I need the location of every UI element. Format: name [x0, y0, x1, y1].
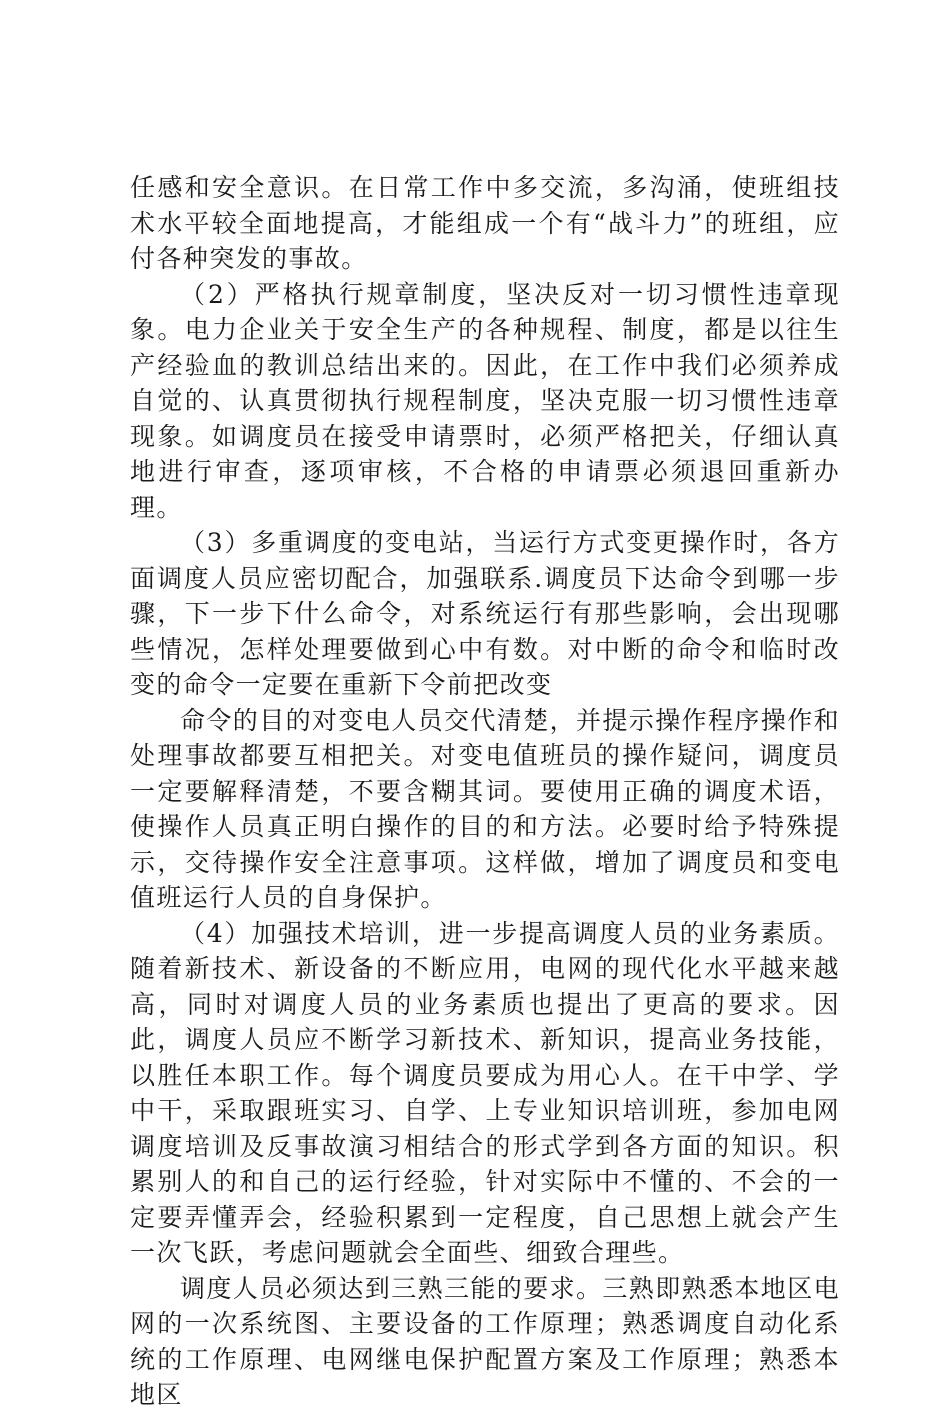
paragraph-command-purpose: 命令的目的对变电人员交代清楚，并提示操作程序操作和处理事故都要互相把关。对变电值班员的操作疑问，调度员一定要解释清楚，不要含糊其词。要使用正确的调度术语，使操作人员真正明白操作的目的和方法。必要时给予特殊提示，交待操作安全注意事项。这样做，增加了调度员和变电值班运行人员的自身保护。 [130, 705, 841, 912]
paragraph-regulations: （2）严格执行规章制度，坚决反对一切习惯性违章现象。电力企业关于安全生产的各种规程、制度，都是以往生产经验血的教训总结出来的。因此，在工作中我们必须养成自觉的、认真贯彻执行规程制度，坚决克服一切习惯性违章现象。如调度员在接受申请票时，必须严格把关，仔细认真地进行审查，逐项审核，不合格的申请票必须退回重新办理。 [130, 279, 840, 522]
paragraph-multi-dispatch: （3）多重调度的变电站，当运行方式变更操作时，各方面调度人员应密切配合，加强联系.调度员下达命令到哪一步骤，下一步下什么命令，对系统运行有那些影响，会出现哪些情况，怎样处理要做到心中有数。对中断的命令和临时改变的命令一定要在重新下令前把改变 [130, 528, 840, 699]
document-body [130, 170, 840, 1413]
paragraph-safety-awareness: 任感和安全意识。在日常工作中多交流，多沟涌，使班组技术水平较全面地提高，才能组成一个有“战斗力”的班组，应付各种突发的事故。 [130, 173, 840, 273]
paragraph-three-familiar: 调度人员必须达到三熟三能的要求。三熟即熟悉本地区电网的一次系统图、主要设备的工作原理；熟悉调度自动化系统的工作原理、电网继电保护配置方案及工作原理；熟悉本地区 [130, 1273, 841, 1409]
paragraph-technical-training: （4）加强技术培训，进一步提高调度人员的业务素质。随着新技术、新设备的不断应用，电网的现代化水平越来越高，同时对调度人员的业务素质也提出了更高的要求。因此，调度人员应不断学习新技术、新知识，提高业务技能，以胜任本职工作。每个调度员要成为用心人。在干中学、学中干，采取跟班实习、自学、上专业知识培训班，参加电网调度培训及反事故演习相结合的形式学到各方面的知识。积累别人的和自己的运行经验，针对实际中不懂的、不会的一定要弄懂弄会，经验积累到一定程度，自己思想上就会产生一次飞跃，考虑问题就会全面些、细致合理些。 [130, 918, 840, 1267]
